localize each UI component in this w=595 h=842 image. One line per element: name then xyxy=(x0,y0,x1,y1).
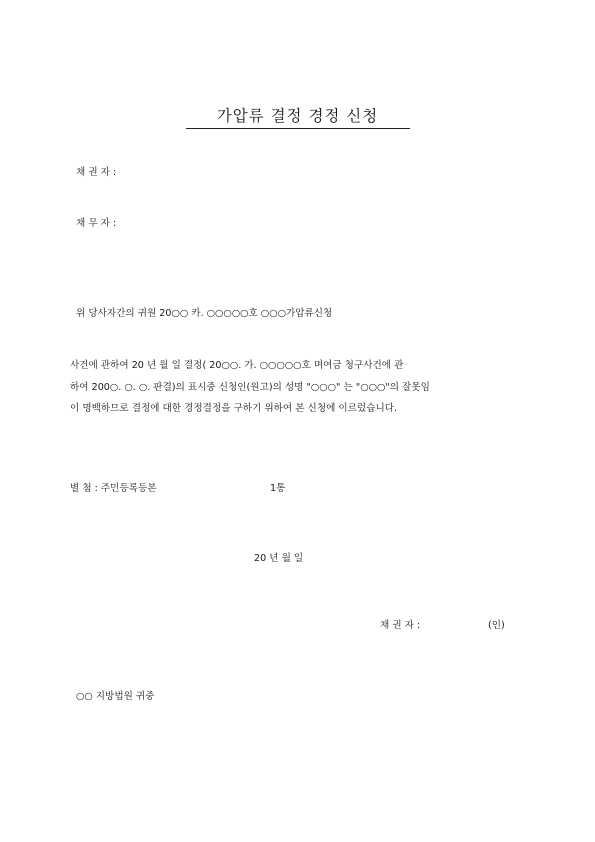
title-underline xyxy=(186,128,410,129)
paragraph-line: 하여 200○. ○. ○. 판결)의 표시중 신청인(원고)의 성명 "○○○" 는 "○○○"의 잘못임 xyxy=(70,381,430,393)
court-addressee: ○○ 지방법원 귀중 xyxy=(76,691,155,702)
attachment-line xyxy=(70,480,286,494)
document-title: 가압류 결정 경정 신청 xyxy=(216,107,379,125)
date-line: 20 년 월 일 xyxy=(254,553,304,564)
case-line: 위 당사자간의 귀원 20○○ 카. ○○○○○호 ○○○가압류신청 xyxy=(76,308,333,319)
paragraph-line: 이 명백하므로 결정에 대한 경정결정을 구하기 위하여 본 신청에 이르렀습니다. xyxy=(70,403,398,414)
creditor-label: 채 권 자 : xyxy=(76,167,117,178)
attachment-count: 1통 xyxy=(270,483,286,494)
seal-mark: (인) xyxy=(488,620,505,631)
debtor-label: 채 무 자 : xyxy=(76,218,117,229)
signature-label: 채 권 자 : xyxy=(380,620,421,631)
attachment-label: 별 첨 : 주민등록등본 xyxy=(70,483,157,494)
body-paragraph xyxy=(70,355,430,420)
signature-line xyxy=(380,617,505,631)
paragraph-line: 사건에 관하여 20 년 월 일 결정( 20○○. 가. ○○○○○호 며여금 청구사건에 관 xyxy=(70,360,404,371)
